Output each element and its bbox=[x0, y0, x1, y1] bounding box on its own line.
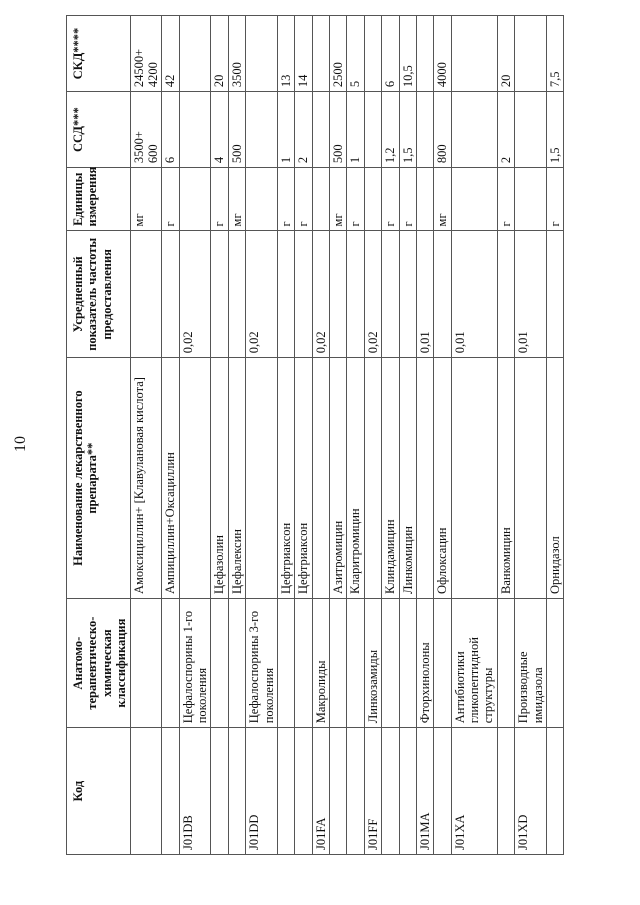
frequency-cell bbox=[347, 231, 364, 358]
table-row bbox=[347, 16, 364, 855]
ssd-cell bbox=[451, 92, 497, 168]
ssd-cell bbox=[130, 92, 162, 168]
code-cell bbox=[162, 728, 179, 855]
drug-name-cell: Офлоксацин bbox=[434, 358, 451, 599]
atc-cell bbox=[497, 599, 514, 728]
ssd-cell bbox=[312, 92, 329, 168]
ssd-cell bbox=[228, 92, 245, 168]
skd-cell bbox=[246, 16, 278, 92]
skd-cell bbox=[364, 16, 381, 92]
code-cell bbox=[228, 728, 245, 855]
skd-cell-value: 20 bbox=[212, 74, 227, 88]
skd-cell bbox=[179, 16, 211, 92]
skd-cell bbox=[434, 16, 451, 92]
skd-cell bbox=[347, 16, 364, 92]
ssd-cell-value: 500 bbox=[229, 144, 244, 164]
atc-cell bbox=[347, 599, 364, 728]
atc-cell: Макролиды bbox=[312, 599, 329, 728]
unit-cell bbox=[364, 168, 381, 231]
unit-cell: г bbox=[546, 168, 563, 231]
table-row bbox=[546, 16, 563, 855]
table-row bbox=[277, 16, 294, 855]
unit-cell: г bbox=[162, 168, 179, 231]
code-cell bbox=[277, 728, 294, 855]
skd-cell-value: 24500+ bbox=[131, 48, 146, 88]
frequency-cell: 0,01 bbox=[451, 231, 497, 358]
table-row bbox=[497, 16, 514, 855]
ssd-cell bbox=[246, 92, 278, 168]
frequency-cell: 0,01 bbox=[515, 231, 547, 358]
skd-cell bbox=[312, 16, 329, 92]
ssd-cell bbox=[277, 92, 294, 168]
skd-cell bbox=[451, 16, 497, 92]
table-body bbox=[130, 16, 564, 855]
unit-cell bbox=[312, 168, 329, 231]
atc-cell bbox=[228, 599, 245, 728]
header-unit: Единицы измерения bbox=[67, 168, 131, 231]
page-number bbox=[0, 435, 42, 453]
code-cell: J01DD bbox=[246, 728, 278, 855]
skd-cell bbox=[162, 16, 179, 92]
table-row bbox=[364, 16, 381, 855]
drug-name-cell bbox=[246, 358, 278, 599]
drug-name-cell: Амоксициллин+ [Клавулановая кислота] bbox=[130, 358, 162, 599]
atc-cell bbox=[162, 599, 179, 728]
unit-cell bbox=[416, 168, 433, 231]
code-cell bbox=[347, 728, 364, 855]
frequency-cell bbox=[130, 231, 162, 358]
unit-cell: г bbox=[211, 168, 228, 231]
frequency-cell: 0,02 bbox=[364, 231, 381, 358]
skd-cell bbox=[130, 16, 162, 92]
skd-cell-value: 4000 bbox=[435, 62, 450, 88]
skd-cell bbox=[295, 16, 312, 92]
skd-cell-value: 3500 bbox=[229, 62, 244, 88]
ssd-cell-value: 2 bbox=[498, 156, 513, 164]
ssd-cell bbox=[162, 92, 179, 168]
atc-cell bbox=[399, 599, 416, 728]
frequency-cell bbox=[434, 231, 451, 358]
ssd-cell-value: 1 bbox=[278, 156, 293, 164]
atc-cell bbox=[277, 599, 294, 728]
ssd-cell-value: 1,5 bbox=[547, 147, 562, 164]
code-cell bbox=[211, 728, 228, 855]
atc-cell bbox=[434, 599, 451, 728]
drug-name-cell: Цефтриаксон bbox=[295, 358, 312, 599]
drug-name-cell bbox=[416, 358, 433, 599]
code-cell: J01FA bbox=[312, 728, 329, 855]
ssd-cell bbox=[295, 92, 312, 168]
drug-name-cell bbox=[179, 358, 211, 599]
drug-name-cell bbox=[515, 358, 547, 599]
header-drug-name: Наименование лекарственного препарата** bbox=[67, 358, 131, 599]
drug-name-cell: Ампициллин+Оксациллин bbox=[162, 358, 179, 599]
skd-cell bbox=[399, 16, 416, 92]
document-table-rotated bbox=[66, 15, 626, 855]
table-row bbox=[434, 16, 451, 855]
code-cell bbox=[399, 728, 416, 855]
unit-cell bbox=[451, 168, 497, 231]
code-cell: J01XA bbox=[451, 728, 497, 855]
unit-cell: г bbox=[277, 168, 294, 231]
unit-cell: мг bbox=[130, 168, 162, 231]
table-row bbox=[295, 16, 312, 855]
code-cell bbox=[434, 728, 451, 855]
ssd-cell bbox=[347, 92, 364, 168]
code-cell: J01MA bbox=[416, 728, 433, 855]
ssd-cell-value: 6 bbox=[163, 156, 178, 164]
unit-cell: мг bbox=[228, 168, 245, 231]
frequency-cell bbox=[382, 231, 399, 358]
frequency-cell bbox=[399, 231, 416, 358]
frequency-cell: 0,01 bbox=[416, 231, 433, 358]
table-row bbox=[211, 16, 228, 855]
code-cell bbox=[497, 728, 514, 855]
ssd-cell bbox=[382, 92, 399, 168]
unit-cell: г bbox=[382, 168, 399, 231]
atc-cell: Фторхинолоны bbox=[416, 599, 433, 728]
drug-name-cell: Цефтриаксон bbox=[277, 358, 294, 599]
atc-cell bbox=[130, 599, 162, 728]
skd-cell-value: 2500 bbox=[331, 62, 345, 88]
frequency-cell bbox=[228, 231, 245, 358]
skd-cell bbox=[382, 16, 399, 92]
code-cell bbox=[382, 728, 399, 855]
frequency-cell bbox=[211, 231, 228, 358]
atc-cell bbox=[546, 599, 563, 728]
drug-name-cell: Линкомицин bbox=[399, 358, 416, 599]
skd-cell bbox=[330, 16, 347, 92]
atc-cell bbox=[211, 599, 228, 728]
skd-cell-value: 6 bbox=[383, 80, 398, 88]
code-cell bbox=[295, 728, 312, 855]
unit-cell: мг bbox=[330, 168, 347, 231]
skd-cell bbox=[515, 16, 547, 92]
table-row bbox=[416, 16, 433, 855]
skd-cell-value: 4200 bbox=[145, 62, 160, 88]
unit-cell bbox=[246, 168, 278, 231]
table-row bbox=[382, 16, 399, 855]
ssd-cell bbox=[330, 92, 347, 168]
atc-cell: Линкозамиды bbox=[364, 599, 381, 728]
table-row bbox=[228, 16, 245, 855]
atc-cell: Цефалоспорины 1-го поколения bbox=[179, 599, 211, 728]
skd-cell-value: 20 bbox=[498, 74, 513, 88]
skd-cell bbox=[277, 16, 294, 92]
frequency-cell bbox=[277, 231, 294, 358]
ssd-cell-value: 3500+ bbox=[131, 131, 146, 164]
atc-cell bbox=[295, 599, 312, 728]
frequency-cell: 0,02 bbox=[179, 231, 211, 358]
drug-table bbox=[66, 15, 564, 855]
atc-cell bbox=[382, 599, 399, 728]
ssd-cell bbox=[497, 92, 514, 168]
table-header-row bbox=[67, 16, 131, 855]
skd-cell bbox=[546, 16, 563, 92]
header-frequency: Усредненный показатель частоты предоставления bbox=[67, 231, 131, 358]
table-row bbox=[162, 16, 179, 855]
table-row bbox=[312, 16, 329, 855]
header-skd: СКД**** bbox=[67, 16, 131, 92]
drug-name-cell bbox=[312, 358, 329, 599]
ssd-cell-value: 1 bbox=[348, 156, 363, 164]
header-code: Код bbox=[67, 728, 131, 855]
unit-cell: мг bbox=[434, 168, 451, 231]
skd-cell-value: 42 bbox=[163, 74, 178, 88]
frequency-cell bbox=[546, 231, 563, 358]
table-row bbox=[179, 16, 211, 855]
table-row bbox=[330, 16, 347, 855]
ssd-cell-value: 500 bbox=[331, 144, 345, 164]
ssd-cell-value: 800 bbox=[435, 144, 450, 164]
code-cell bbox=[130, 728, 162, 855]
ssd-cell-value: 1,5 bbox=[400, 147, 415, 164]
ssd-cell bbox=[179, 92, 211, 168]
unit-cell bbox=[515, 168, 547, 231]
table-row bbox=[130, 16, 162, 855]
ssd-cell-value: 600 bbox=[145, 144, 160, 164]
atc-cell: Антибиотики гликопептидной структуры bbox=[451, 599, 497, 728]
skd-cell bbox=[416, 16, 433, 92]
frequency-cell bbox=[295, 231, 312, 358]
code-cell: J01FF bbox=[364, 728, 381, 855]
frequency-cell: 0,02 bbox=[246, 231, 278, 358]
code-cell bbox=[546, 728, 563, 855]
ssd-cell bbox=[364, 92, 381, 168]
unit-cell: г bbox=[295, 168, 312, 231]
drug-name-cell: Азитромицин bbox=[330, 358, 347, 599]
unit-cell: г bbox=[497, 168, 514, 231]
atc-cell bbox=[330, 599, 347, 728]
ssd-cell bbox=[434, 92, 451, 168]
ssd-cell bbox=[546, 92, 563, 168]
skd-cell-value: 5 bbox=[348, 80, 363, 88]
atc-cell: Производные имидазола bbox=[515, 599, 547, 728]
skd-cell-value: 13 bbox=[278, 74, 293, 88]
header-atc: Анатомо-терапевтическо-химическая классификация bbox=[67, 599, 131, 728]
ssd-cell bbox=[416, 92, 433, 168]
skd-cell-value: 14 bbox=[296, 74, 311, 88]
table-row bbox=[246, 16, 278, 855]
table-row bbox=[515, 16, 547, 855]
skd-cell-value: 10,5 bbox=[400, 65, 415, 88]
ssd-cell bbox=[399, 92, 416, 168]
drug-name-cell: Ванкомицин bbox=[497, 358, 514, 599]
code-cell: J01XD bbox=[515, 728, 547, 855]
skd-cell bbox=[497, 16, 514, 92]
drug-name-cell: Орнидазол bbox=[546, 358, 563, 599]
drug-name-cell: Цефалексин bbox=[228, 358, 245, 599]
frequency-cell bbox=[330, 231, 347, 358]
ssd-cell bbox=[211, 92, 228, 168]
atc-cell: Цефалоспорины 3-го поколения bbox=[246, 599, 278, 728]
unit-cell: г bbox=[347, 168, 364, 231]
drug-name-cell: Цефазолин bbox=[211, 358, 228, 599]
frequency-cell: 0,02 bbox=[312, 231, 329, 358]
code-cell: J01DB bbox=[179, 728, 211, 855]
skd-cell bbox=[228, 16, 245, 92]
skd-cell bbox=[211, 16, 228, 92]
ssd-cell-value: 2 bbox=[296, 156, 311, 164]
drug-name-cell: Клиндамицин bbox=[382, 358, 399, 599]
ssd-cell bbox=[515, 92, 547, 168]
drug-name-cell bbox=[364, 358, 381, 599]
unit-cell bbox=[179, 168, 211, 231]
page-number-text: 10 bbox=[12, 436, 29, 452]
ssd-cell-value: 1,2 bbox=[383, 147, 398, 164]
unit-cell: г bbox=[399, 168, 416, 231]
ssd-cell-value: 4 bbox=[212, 156, 227, 164]
skd-cell-value: 7,5 bbox=[547, 71, 562, 88]
drug-name-cell bbox=[451, 358, 497, 599]
code-cell bbox=[330, 728, 347, 855]
table-row bbox=[399, 16, 416, 855]
table-row bbox=[451, 16, 497, 855]
frequency-cell bbox=[162, 231, 179, 358]
frequency-cell bbox=[497, 231, 514, 358]
header-ssd: ССД*** bbox=[67, 92, 131, 168]
drug-name-cell: Кларитромицин bbox=[347, 358, 364, 599]
